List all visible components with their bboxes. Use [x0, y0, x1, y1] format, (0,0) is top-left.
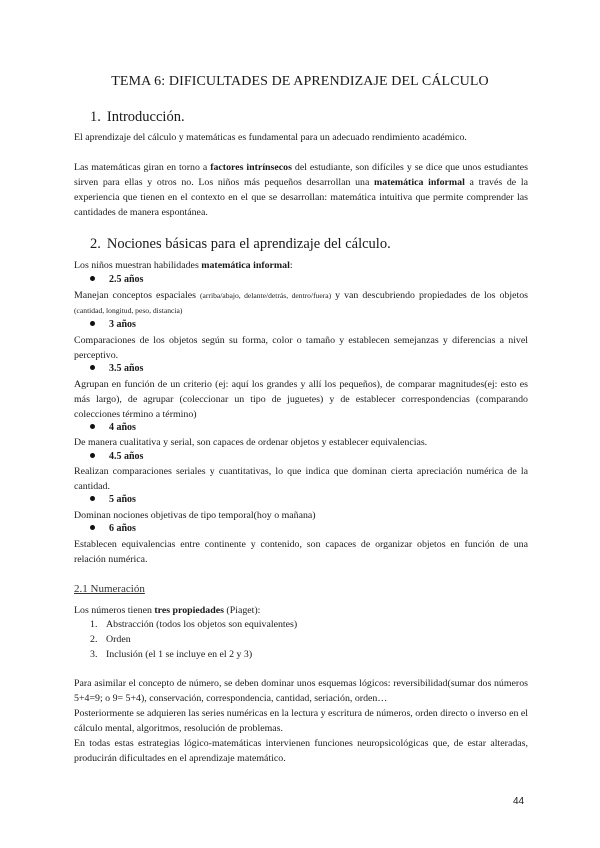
text-run: a través de la experiencia que tienen en el contexto en el que se desarrollan: matemática intuitiva que permite comprender las cantidades de manera espontánea. — [74, 177, 528, 218]
list-number: 2. — [90, 634, 98, 645]
text-run: (Piaget): — [223, 605, 261, 616]
age-description: Comparaciones de los objetos según su forma, color o tamaño y establecen semejanzas y diferencias a nivel perceptivo. — [74, 335, 528, 361]
text-run: Las matemáticas giran en torno a — [74, 162, 211, 173]
section-1-paragraph-1: El aprendizaje del cálculo y matemáticas es fundamental para un adecuado rendimiento académico. — [74, 132, 467, 143]
age-label: 3 años — [109, 319, 136, 330]
section-2-intro — [74, 258, 528, 273]
age-description — [74, 288, 528, 318]
list-item — [90, 648, 252, 661]
small-text: (cantidad, longitud, peso, distancia) — [74, 306, 183, 315]
bold-term: factores intrínsecos — [210, 162, 292, 173]
section-2-title: Nociones básicas para el aprendizaje del cálculo. — [106, 236, 391, 252]
age-description: De manera cualitativa y serial, son capaces de ordenar objetos y establecer equivalencias. — [74, 437, 428, 448]
text-run: Manejan conceptos espaciales — [74, 290, 200, 301]
section-1-paragraph-2 — [74, 160, 528, 220]
age-description: Realizan comparaciones seriales y cuantitativas, lo que indica que dominan cierta apreciación numérica de la cantidad. — [74, 466, 528, 492]
bullet-dot — [90, 496, 95, 501]
age-label: 2.5 años — [109, 274, 144, 285]
text-run: Los números tienen — [74, 605, 155, 616]
age-bullet — [90, 421, 136, 435]
age-description: Establecen equivalencias entre continente y contenido, son capaces de organizar objetos en función de una relación numérica. — [74, 539, 528, 565]
age-bullet — [90, 318, 136, 332]
text-run: Los niños muestran habilidades — [74, 260, 202, 271]
page-number: 44 — [513, 796, 525, 807]
list-text: Orden — [106, 634, 131, 645]
subsection-2-1-paragraph-1: Para asimilar el concepto de número, se deben dominar unos esquemas lógicos: reversibilidad(sumar dos números 5+4=9; o 9= 5+4), conservación, correspondencia, cantidad, seriación, orden… — [74, 678, 528, 704]
age-label: 4.5 años — [109, 451, 144, 462]
age-bullet — [90, 362, 143, 376]
bullet-dot — [90, 276, 95, 281]
list-number: 3. — [90, 649, 98, 660]
bullet-dot — [90, 365, 95, 370]
section-2-heading — [90, 236, 391, 253]
bold-term: tres propiedades — [154, 605, 224, 616]
subsection-2-1-paragraph-2: Posteriormente se adquieren las series numéricas en la lectura y escritura de números, orden directo o inverso en el cálculo mental, algoritmos, resolución de problemas. — [74, 708, 528, 734]
bold-term: matemática informal — [374, 177, 465, 188]
age-label: 6 años — [109, 523, 136, 534]
age-label: 4 años — [109, 422, 136, 433]
section-1-heading — [90, 109, 185, 126]
age-bullet — [90, 273, 143, 287]
bold-term: matemática informal — [201, 260, 290, 271]
age-description: Agrupan en función de un criterio (ej: aquí los grandes y allí los pequeños), de comparar magnitudes(ej: esto es más largo), de agrupar (coleccionar un tipo de juguetes) y de establecer correspondencias (comparando colecciones término a término) — [74, 379, 528, 420]
age-label: 3.5 años — [109, 363, 144, 374]
section-1-title: Introducción. — [106, 109, 185, 125]
list-number: 1. — [90, 619, 98, 630]
subsection-2-1-paragraph-3: En todas estas estrategias lógico-matemáticas intervienen funciones neuropsicológicas que, de estar alteradas, producirán dificultades en el aprendizaje matemático. — [74, 738, 528, 764]
section-2-number: 2. — [90, 236, 101, 252]
age-label: 5 años — [109, 494, 136, 505]
text-run: : — [289, 260, 293, 271]
age-bullet — [90, 450, 143, 464]
list-item — [90, 633, 131, 646]
age-bullet — [90, 522, 136, 536]
list-text: Inclusión (el 1 se incluye en el 2 y 3) — [106, 649, 253, 660]
small-text: (arriba/abajo, delante/detrás, dentro/fuera) — [200, 291, 332, 300]
subsection-2-1-intro — [74, 603, 528, 618]
text-run: y van descubriendo propiedades de los objetos — [331, 290, 528, 301]
text-run: del estudiante, son difíciles y se dice que unos estudiantes sirven para ellas y otros no. Los niños más pequeños desarrollan una — [74, 162, 529, 188]
age-description: Dominan nociones objetivas de tipo temporal(hoy o mañana) — [74, 510, 316, 521]
document-title: TEMA 6: DIFICULTADES DE APRENDIZAJE DEL CÁLCULO — [111, 74, 489, 89]
subsection-2-1-heading: 2.1 Numeración — [74, 583, 145, 595]
list-item — [90, 618, 297, 631]
age-bullet — [90, 493, 136, 507]
bullet-dot — [90, 525, 95, 530]
bullet-dot — [90, 453, 95, 458]
bullet-dot — [90, 321, 95, 326]
bullet-dot — [90, 424, 95, 429]
section-1-number: 1. — [90, 109, 101, 125]
list-text: Abstracción (todos los objetos son equivalentes) — [106, 619, 298, 630]
